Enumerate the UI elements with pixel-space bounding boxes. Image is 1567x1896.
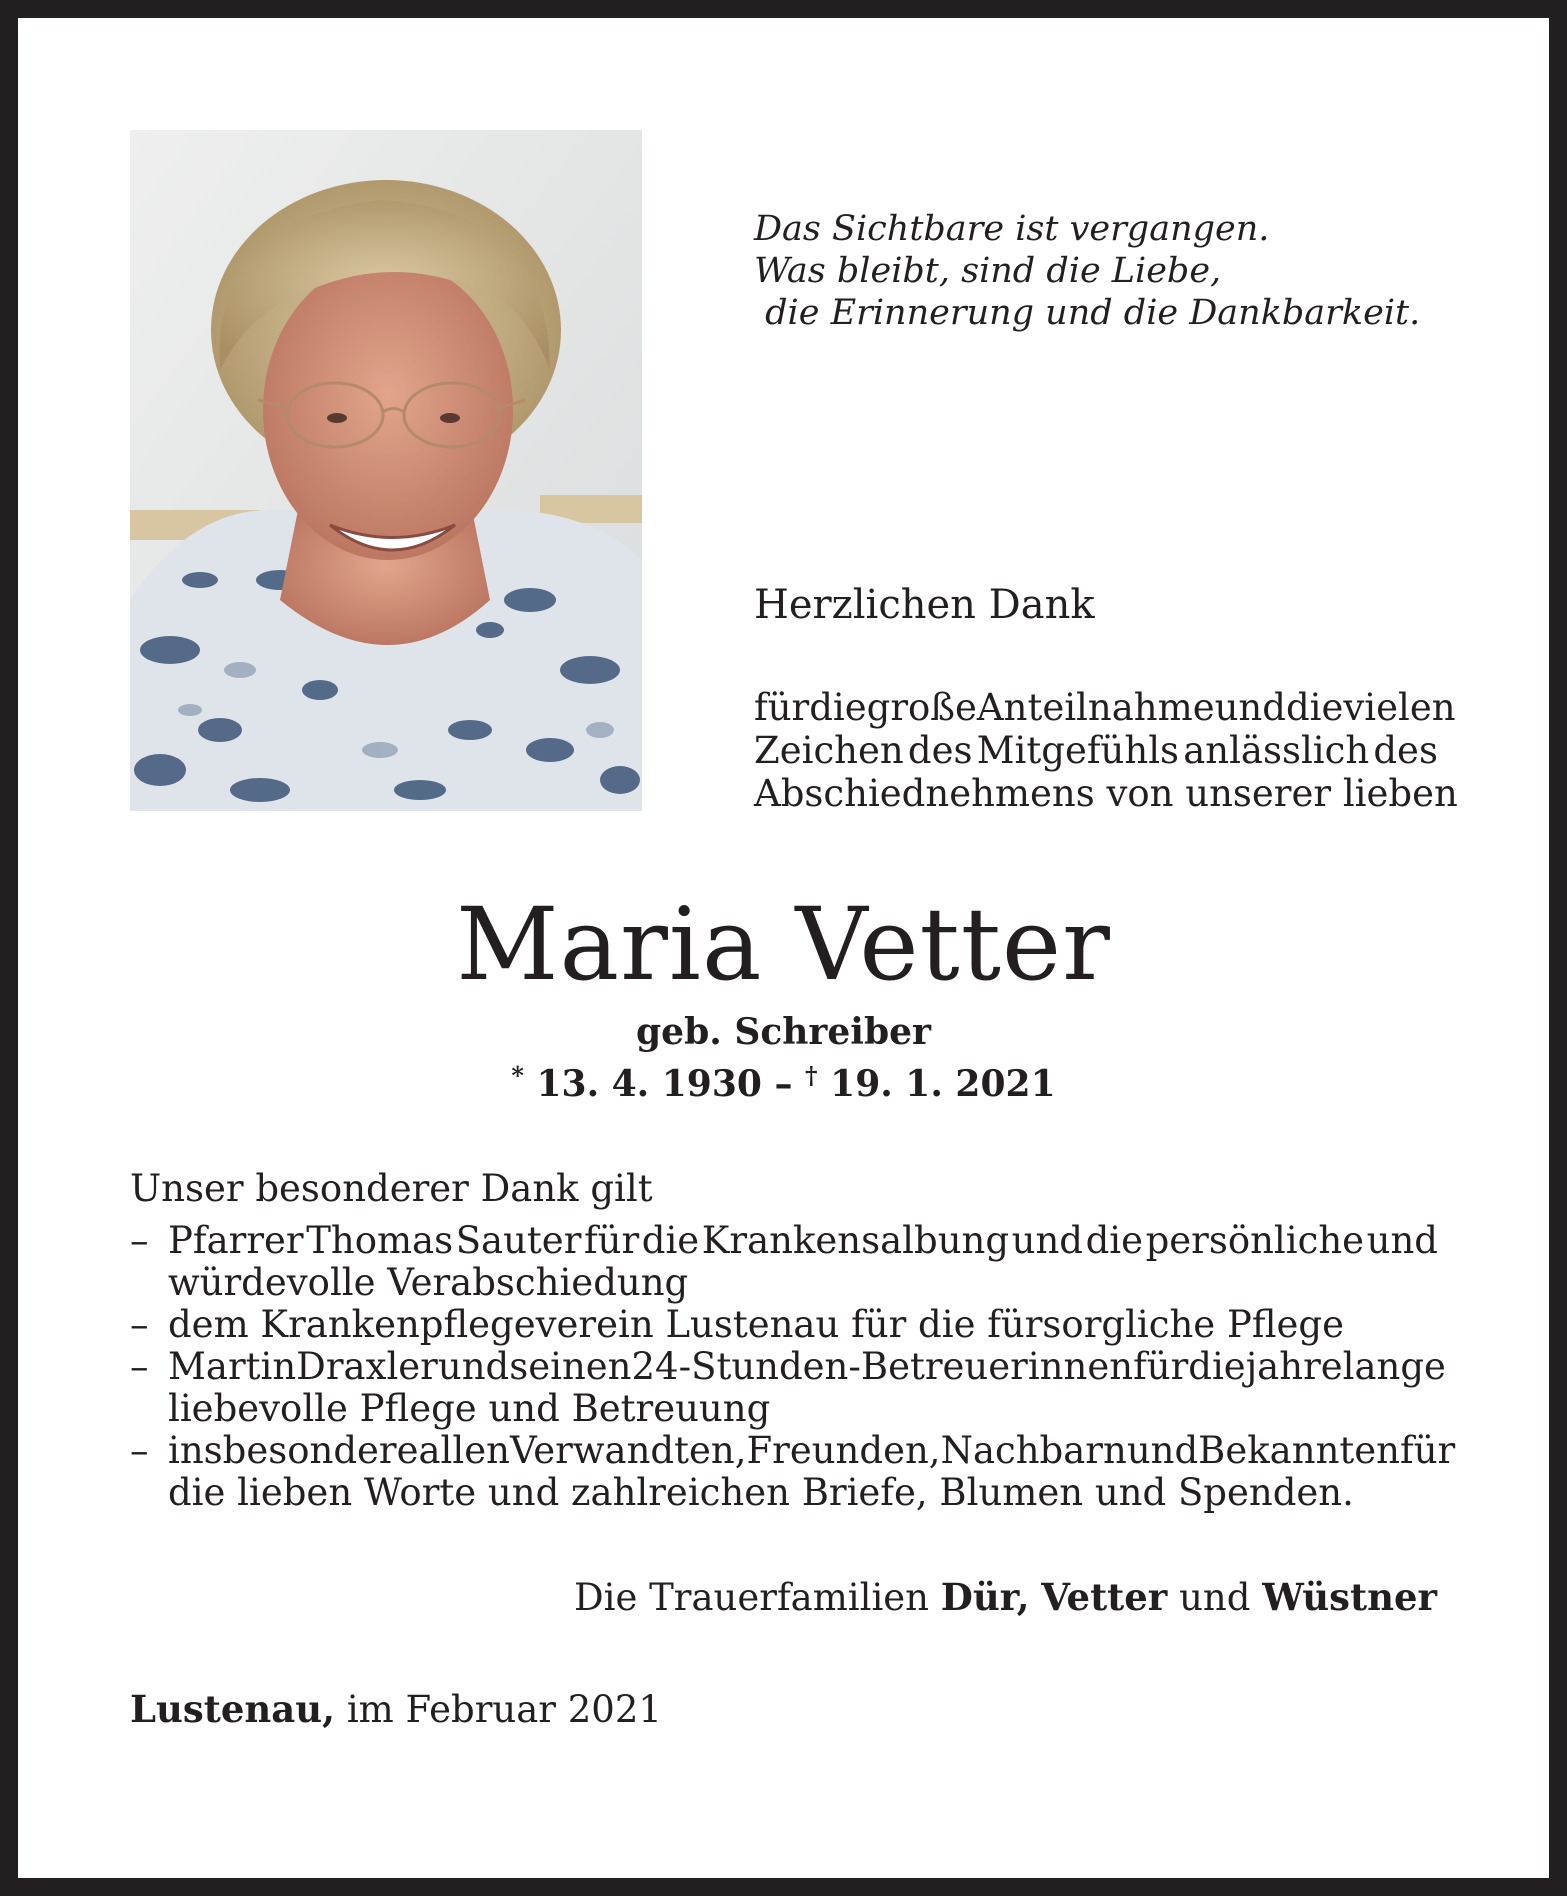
list-item [130, 1345, 1446, 1430]
list-item [130, 1220, 1438, 1304]
word: Verwandten, [509, 1429, 747, 1472]
birth-date: 13. 4. 1930 [536, 1063, 762, 1105]
place-city: Lustenau, [130, 1687, 336, 1731]
portrait-photo [130, 130, 642, 811]
word: große [866, 686, 977, 729]
family-name: Wüstner [1262, 1575, 1437, 1619]
word: für [1133, 1345, 1189, 1388]
memorial-quote [754, 208, 1420, 334]
word: für [583, 1219, 640, 1262]
birth-symbol: * [511, 1061, 524, 1090]
word: des [1373, 729, 1438, 772]
word: Pfarrer [168, 1219, 304, 1262]
word: die [641, 1219, 700, 1262]
word: für [754, 686, 810, 729]
word: vielen [1343, 686, 1456, 729]
word: Nachbarn [940, 1429, 1127, 1472]
word: allen [418, 1429, 510, 1472]
word: des [907, 729, 973, 772]
word: Martin [168, 1345, 297, 1388]
thanks-heading: Herzlichen Dank [754, 582, 1095, 628]
list-line: die lieben Worte und zahlreichen Briefe, Blumen und Spenden. [168, 1471, 1354, 1514]
list-item [130, 1429, 1456, 1514]
signature-joiner: und [1179, 1576, 1251, 1619]
word: für [1400, 1429, 1456, 1472]
word: die [809, 686, 867, 729]
list-line: würdevolle Verabschiedung [168, 1261, 689, 1304]
word: die [1188, 1345, 1246, 1388]
list-line [168, 1220, 1438, 1262]
word: Zeichen [754, 729, 904, 772]
signature-prefix: Die Trauerfamilien [573, 1576, 930, 1619]
place-date [130, 1686, 662, 1733]
word: Freunden, [746, 1429, 941, 1472]
list-dash: – [130, 1429, 149, 1472]
word: anlässlich [1183, 729, 1370, 772]
quote-line: die Erinnerung und die Dankbarkeit. [754, 293, 1421, 333]
word: Krankensalbung [701, 1219, 1010, 1262]
list-item [130, 1304, 1438, 1346]
word: die [1085, 1219, 1143, 1262]
list-line [168, 1345, 1446, 1388]
list-dash: – [130, 1219, 149, 1262]
word: jahrelange [1245, 1345, 1446, 1388]
death-symbol: † [805, 1061, 818, 1090]
word: die [1285, 686, 1344, 729]
list-line: liebevolle Pflege und Betreuung [168, 1387, 771, 1430]
thanks-line: Abschiednehmens von unserer lieben [754, 772, 1458, 815]
thanks-line [754, 686, 1456, 729]
word: Draxler [296, 1345, 438, 1388]
family-name: Dür, [940, 1575, 1030, 1619]
life-dates [0, 1054, 1567, 1106]
word: Bekannten [1198, 1429, 1400, 1472]
death-date: 19. 1. 2021 [830, 1063, 1056, 1105]
portrait-image [130, 130, 642, 811]
list-dash: – [130, 1303, 149, 1346]
date-dash: – [761, 1063, 806, 1105]
place-month: im Februar 2021 [346, 1688, 662, 1731]
word: und [437, 1345, 510, 1388]
list-dash: – [130, 1345, 149, 1388]
thanks-line [754, 729, 1438, 772]
list-line [168, 1429, 1456, 1472]
word: seinen [509, 1345, 632, 1388]
quote-line: Was bleibt, sind die Liebe, [754, 251, 1222, 291]
word: und [1214, 686, 1286, 729]
acknowledgements-list [130, 1219, 1456, 1514]
word: Sauter [455, 1219, 582, 1262]
word: persönliche [1145, 1219, 1365, 1262]
word: Anteilnahme [976, 686, 1215, 729]
list-line: dem Krankenpflegeverein Lustenau für die fürsorgliche Pflege [168, 1303, 1344, 1346]
family-name: Vetter [1041, 1575, 1168, 1619]
word: und [1126, 1429, 1199, 1472]
deceased-name: Maria Vetter [456, 886, 1111, 1003]
family-signature [574, 1574, 1437, 1621]
word: Mitgefühls [976, 729, 1180, 772]
word: und [1366, 1219, 1438, 1262]
word: 24-Stunden-Betreuerinnen [631, 1345, 1134, 1388]
birth-name: geb. Schreiber [636, 1011, 931, 1053]
quote-line: Das Sichtbare ist vergangen. [754, 209, 1270, 249]
word: und [1011, 1219, 1083, 1262]
word: Thomas [306, 1219, 454, 1262]
word: insbesondere [168, 1429, 419, 1472]
thanks-text [754, 686, 1458, 815]
acknowledgements-intro: Unser besonderer Dank gilt [130, 1167, 653, 1210]
